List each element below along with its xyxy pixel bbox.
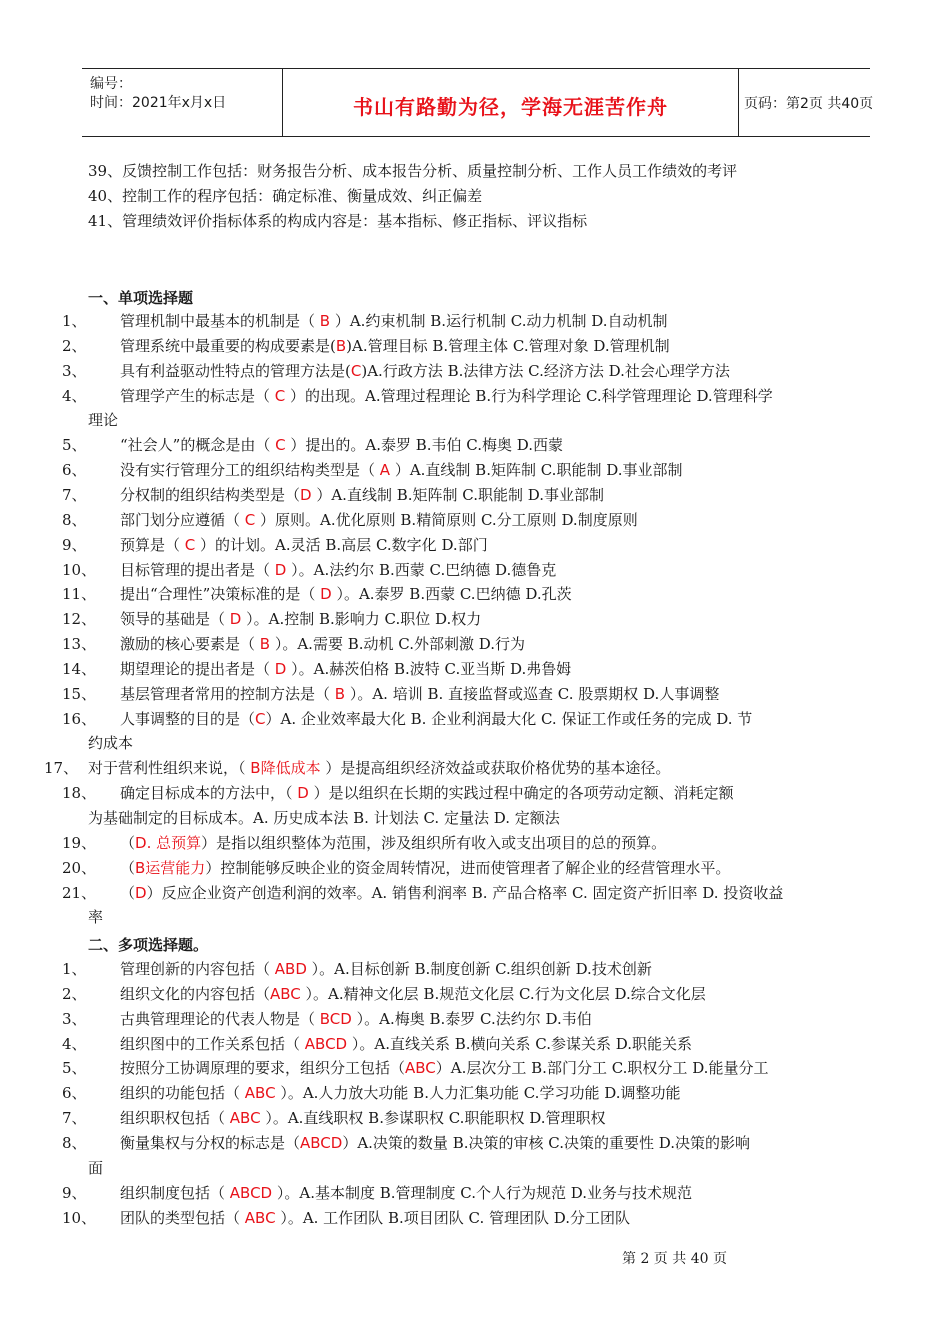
question-options: ）是以组织在长期的实践过程中确定的各项劳动定额、消耗定额 — [308, 784, 734, 803]
question-number: 4、 — [62, 1034, 87, 1053]
question-stem: 期望理论的提出者是（ — [120, 659, 275, 678]
answer-mark: ABC — [270, 984, 301, 1003]
question-stem: 基层管理者常用的控制方法是（ — [120, 684, 335, 703]
answer-mark: ABD — [274, 960, 307, 978]
question-number: 15、 — [62, 684, 97, 703]
question-stem: 分权制的组织结构类型是（ — [120, 485, 301, 504]
question-number: 16、 — [62, 709, 97, 728]
question-number: 1、 — [62, 960, 87, 978]
question-stem: 组织的功能包括（ — [120, 1084, 245, 1103]
answer-mark: D — [274, 659, 287, 678]
header-motto: 书山有路勤为径，学海无涯苦作舟 — [353, 95, 668, 119]
question-number: 3、 — [62, 1009, 87, 1028]
question-options: ）。A.赫茨伯格 B.波特 C.亚当斯 D.弗鲁姆 — [286, 659, 572, 678]
question-number: 13、 — [62, 635, 97, 654]
question-options: ）提出的。A.泰罗 B.韦伯 C.梅奥 D.西蒙 — [285, 436, 564, 455]
page-header — [82, 68, 874, 137]
question-options: ）。A.泰罗 B.西蒙 C.巴纳德 D.孔茨 — [331, 585, 572, 604]
question-options: ）A.直线制 B.矩阵制 C.职能制 D.事业部制 — [390, 461, 683, 480]
question-options: ）。A.直线关系 B.横向关系 C.参谋关系 D.职能关系 — [347, 1034, 693, 1053]
question-stem: 没有实行管理分工的组织结构类型是（ — [120, 461, 380, 480]
section-title: 一、单项选择题 — [88, 289, 194, 307]
intro-line: 39、反馈控制工作包括：财务报告分析、成本报告分析、质量控制分析、工作人员工作绩效的考评 — [88, 162, 738, 180]
question-options: )A.管理目标 B.管理主体 C.管理对象 D.管理机制 — [346, 336, 670, 355]
question-text — [120, 833, 666, 853]
question-stem: 管理学产生的标志是（ — [120, 386, 275, 405]
question-text — [120, 883, 783, 903]
question-number: 8、 — [62, 1133, 87, 1152]
answer-mark: C — [275, 436, 286, 455]
question-text — [120, 634, 525, 654]
question-stem: 激励的核心要素是（ — [120, 635, 260, 654]
question-number: 19、 — [62, 833, 97, 852]
answer-mark: BCD — [319, 1009, 352, 1028]
question-stem: 领导的基础是（ — [120, 610, 230, 629]
question-text — [120, 984, 706, 1004]
answer-mark: ABC — [244, 1208, 276, 1227]
question-stem: 具有利益驱动性特点的管理方法是( — [120, 361, 351, 380]
question-text — [120, 1009, 592, 1029]
answer-mark: C — [350, 361, 362, 380]
question-number: 10、 — [62, 560, 97, 579]
question-stem: 确定目标成本的方法中，（ — [120, 784, 298, 803]
question-stem: 人事调整的目的是（ — [120, 709, 256, 728]
question-continuation: 率 — [88, 908, 104, 927]
question-options: ）原则。A.优化原则 B.精简原则 C.分工原则 D.制度原则 — [255, 510, 638, 529]
header-motto-cell — [282, 69, 739, 136]
question-options: ）A. 企业效率最大化 B. 企业利润最大化 C. 保证工作或任务的完成 D. 节 — [265, 709, 753, 728]
question-text — [120, 783, 734, 803]
question-options: ）。A.直线职权 B.参谋职权 C.职能职权 D.管理职权 — [260, 1109, 606, 1128]
question-options: ）。A. 工作团队 B.项目团队 C. 管理团队 D.分工团队 — [275, 1208, 631, 1227]
question-text — [120, 858, 730, 878]
header-page-cell — [738, 69, 874, 136]
answer-mark: B — [319, 312, 331, 330]
answer-mark: ABCD — [300, 1133, 343, 1152]
question-text — [120, 1083, 680, 1103]
question-stem: 管理系统中最重要的构成要素是( — [120, 336, 336, 355]
question-number: 18、 — [62, 784, 97, 803]
question-number: 9、 — [62, 1183, 87, 1202]
page-footer: 第 2 页 共 40 页 — [622, 1251, 727, 1267]
question-text — [120, 535, 488, 555]
question-text — [120, 386, 773, 406]
question-number: 21、 — [62, 883, 97, 902]
question-text — [120, 485, 604, 505]
question-stem: “社会人”的概念是由（ — [120, 436, 276, 455]
question-options: ）A.层次分工 B.部门分工 C.职权分工 D.能量分工 — [435, 1059, 769, 1078]
question-options: ）反应企业资产创造利润的效率。A. 销售利润率 B. 产品合格率 C. 固定资产折旧率 D. 投资收益 — [146, 883, 784, 902]
answer-mark: ABC — [244, 1084, 276, 1103]
intro-line: 40、控制工作的程序包括：确定标准、衡量成效、纠正偏差 — [88, 187, 483, 205]
answer-mark: C — [184, 535, 196, 554]
answer-mark: A — [379, 461, 391, 480]
question-text — [120, 684, 719, 704]
question-number: 5、 — [62, 1059, 87, 1078]
answer-mark: B — [335, 336, 347, 355]
question-options: ）控制能够反映企业的资金周转情况，进而使管理者了解企业的经营管理水平。 — [205, 858, 731, 877]
question-options: ）。A.精神文化层 B.规范文化层 C.行为文化层 D.综合文化层 — [300, 984, 706, 1003]
question-number: 17、 — [44, 759, 79, 778]
question-text — [120, 1183, 692, 1203]
answer-mark: D. 总预算 — [135, 833, 202, 852]
answer-mark: D — [320, 585, 332, 604]
answer-mark: B — [334, 684, 346, 703]
question-options: )A.行政方法 B.法律方法 C.经济方法 D.社会心理学方法 — [361, 361, 730, 380]
question-number: 5、 — [62, 436, 87, 455]
question-options: ）。A.控制 B.影响力 C.职位 D.权力 — [241, 610, 482, 629]
question-stem: 对于营利性组织来说，（ — [88, 759, 251, 778]
question-continuation: 约成本 — [88, 734, 134, 753]
question-stem: 管理机制中最基本的机制是（ — [120, 312, 320, 330]
question-text — [120, 1208, 630, 1228]
question-number: 14、 — [62, 659, 97, 678]
question-number: 6、 — [62, 461, 87, 480]
question-options: ）的出现。A.管理过程理论 B.行为科学理论 C.科学管理理论 D.管理科学 — [285, 386, 773, 405]
question-number: 2、 — [62, 984, 87, 1003]
question-options: ）。A.基本制度 B.管理制度 C.个人行为规范 D.业务与技术规范 — [272, 1183, 693, 1202]
question-options: ）A.直线制 B.矩阵制 C.职能制 D.事业部制 — [311, 485, 605, 504]
question-stem: 组织文化的内容包括（ — [120, 984, 271, 1003]
answer-mark: B运营能力 — [135, 858, 206, 877]
question-number: 2、 — [62, 336, 87, 355]
question-options: ）。A.需要 B.动机 C.外部刺激 D.行为 — [270, 635, 526, 654]
question-options: ）是提高组织经济效益或获取价格优势的基本途径。 — [320, 759, 671, 778]
header-code: 编号： — [90, 76, 132, 92]
question-text — [120, 959, 652, 979]
question-number: 8、 — [62, 510, 87, 529]
question-number: 3、 — [62, 361, 87, 380]
question-text — [120, 336, 670, 356]
question-number: 20、 — [62, 858, 97, 877]
question-options: ）是指以组织整体为范围，涉及组织所有收入或支出项目的总的预算。 — [201, 833, 667, 852]
question-text — [120, 1108, 605, 1128]
question-continuation: 为基础制定的目标成本。A. 历史成本法 B. 计划法 C. 定量法 D. 定额法 — [88, 809, 560, 827]
question-text — [120, 510, 638, 530]
question-number: 7、 — [62, 485, 87, 504]
question-text — [120, 1133, 750, 1153]
question-stem: （ — [120, 883, 136, 902]
question-text — [120, 1034, 692, 1054]
question-options: ）。A.梅奥 B.泰罗 C.法约尔 D.韦伯 — [351, 1009, 592, 1028]
question-number: 4、 — [62, 386, 87, 405]
question-text — [120, 584, 572, 604]
answer-mark: D — [135, 883, 147, 902]
question-text — [120, 1058, 768, 1078]
question-text — [120, 460, 682, 480]
answer-mark: B — [259, 635, 271, 654]
question-stem: 按照分工协调原理的要求，组织分工包括（ — [120, 1059, 406, 1078]
question-options: ）的计划。A.灵活 B.高层 C.数字化 D.部门 — [195, 535, 488, 554]
question-stem: 衡量集权与分权的标志是（ — [120, 1133, 301, 1152]
question-stem: 管理创新的内容包括（ — [120, 960, 275, 978]
question-options: ）A.决策的数量 B.决策的审核 C.决策的重要性 D.决策的影响 — [342, 1133, 750, 1152]
answer-mark: ABC — [229, 1109, 261, 1128]
question-stem: 组织图中的工作关系包括（ — [120, 1034, 305, 1053]
section-title: 二、多项选择题。 — [88, 936, 209, 954]
question-continuation: 面 — [88, 1158, 104, 1177]
answer-mark: C — [244, 510, 256, 529]
question-number: 10、 — [62, 1208, 97, 1227]
question-number: 7、 — [62, 1109, 87, 1128]
answer-mark: D — [297, 784, 309, 803]
question-number: 12、 — [62, 610, 97, 629]
question-stem: 预算是（ — [120, 535, 185, 554]
intro-line: 41、管理绩效评价指标体系的构成内容是：基本指标、修正指标、评议指标 — [88, 212, 588, 230]
answer-mark: C — [255, 709, 266, 728]
question-number: 6、 — [62, 1084, 87, 1103]
header-date: 时间：2021年x月x日 — [90, 95, 227, 111]
question-number: 1、 — [62, 312, 87, 330]
question-stem: （ — [120, 858, 136, 877]
question-continuation: 理论 — [88, 411, 119, 430]
answer-mark: D — [300, 485, 312, 504]
answer-mark: ABC — [405, 1059, 436, 1078]
question-options: ）。A.目标创新 B.制度创新 C.组织创新 D.技术创新 — [306, 960, 652, 978]
answer-mark: D — [274, 560, 287, 579]
question-text — [120, 709, 752, 729]
question-stem: 部门划分应遵循（ — [120, 510, 245, 529]
question-text — [120, 659, 571, 679]
header-page-info: 页码：第2页 共40页 — [744, 96, 874, 112]
question-text — [120, 435, 563, 455]
question-options: ）。A.法约尔 B.西蒙 C.巴纳德 D.德鲁克 — [286, 560, 557, 579]
question-stem: 组织制度包括（ — [120, 1183, 230, 1202]
question-text — [120, 609, 481, 629]
answer-mark: B降低成本 — [250, 759, 321, 778]
question-text — [120, 311, 668, 331]
question-text — [88, 758, 670, 778]
question-number: 11、 — [62, 585, 97, 604]
answer-mark: D — [229, 610, 242, 629]
answer-mark: ABCD — [229, 1183, 273, 1202]
question-stem: 团队的类型包括（ — [120, 1208, 245, 1227]
question-stem: 古典管理理论的代表人物是（ — [120, 1009, 320, 1028]
question-stem: 目标管理的提出者是（ — [120, 560, 275, 579]
header-meta-cell — [82, 69, 282, 136]
answer-mark: C — [274, 386, 286, 405]
question-options: ）。A.人力放大功能 B.人力汇集功能 C.学习功能 D.调整功能 — [275, 1084, 681, 1103]
question-stem: （ — [120, 833, 136, 852]
question-options: ）。A. 培训 B. 直接监督或巡查 C. 股票期权 D.人事调整 — [345, 684, 720, 703]
question-stem: 组织职权包括（ — [120, 1109, 230, 1128]
question-text — [120, 560, 556, 580]
question-options: ）A.约束机制 B.运行机制 C.动力机制 D.自动机制 — [330, 312, 668, 330]
answer-mark: ABCD — [304, 1034, 348, 1053]
question-stem: 提出“合理性”决策标准的是（ — [120, 585, 321, 604]
question-number: 9、 — [62, 535, 87, 554]
question-text — [120, 361, 730, 381]
